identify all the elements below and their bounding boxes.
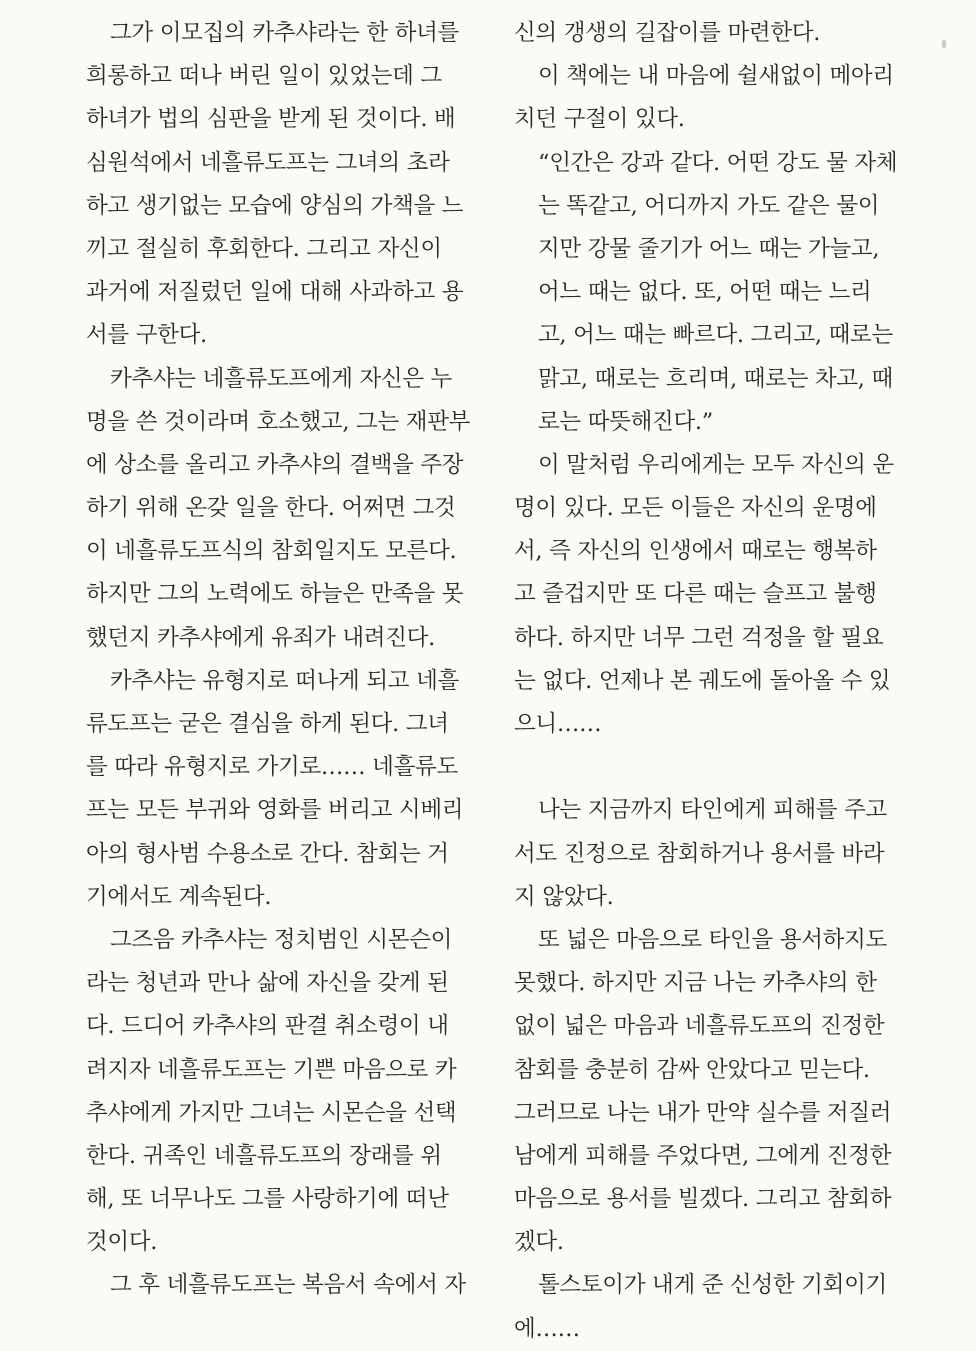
text-line: 추샤에게 가지만 그녀는 시몬슨을 선택 — [86, 1099, 457, 1126]
text-line: 아의 형사범 수용소로 간다. 참회는 거 — [86, 840, 449, 867]
text-line: 프는 모든 부귀와 영화를 버리고 시베리 — [86, 797, 464, 824]
text-line: 서, 즉 자신의 인생에서 때로는 행복하 — [514, 538, 877, 565]
text-line: 그 후 네흘류도프는 복음서 속에서 자 — [110, 1272, 466, 1299]
text-line: 하녀가 법의 심판을 받게 된 것이다. 배 — [86, 106, 456, 133]
text-line: 고, 어느 때는 빠르다. 그리고, 때로는 — [538, 322, 893, 349]
text-line: 톨스토이가 내게 준 신성한 기회이기 — [538, 1272, 887, 1299]
text-line: 치던 구절이 있다. — [514, 106, 685, 133]
text-line: 것이다. — [86, 1229, 158, 1256]
text-line: 명이 있다. 모든 이들은 자신의 운명에 — [514, 495, 877, 522]
text-line: 했던지 카추샤에게 유죄가 내려진다. — [86, 624, 435, 651]
text-line: 마음으로 용서를 빌겠다. 그리고 참회하 — [514, 1186, 892, 1213]
text-line: 카추샤는 유형지로 떠나게 되고 네흘 — [110, 667, 459, 694]
page-mark — [942, 40, 946, 48]
text-line: 다. 드디어 카추샤의 판결 취소령이 내 — [86, 1013, 449, 1040]
text-line: “인간은 강과 같다. 어떤 강도 물 자체 — [538, 149, 898, 176]
text-line: 하기 위해 온갖 일을 한다. 어쩌면 그것 — [86, 495, 456, 522]
text-line: 심원석에서 네흘류도프는 그녀의 초라 — [86, 149, 450, 176]
text-line: 지 않았다. — [514, 883, 614, 910]
text-line: 그러므로 나는 내가 만약 실수를 저질러 — [514, 1099, 892, 1126]
text-line: 지만 강물 줄기가 어느 때는 가늘고, — [538, 235, 880, 262]
text-line: 나는 지금까지 타인에게 피해를 주고 — [538, 797, 887, 824]
text-line: 이 네흘류도프식의 참회일지도 모른다. — [86, 538, 457, 565]
text-line: 또 넓은 마음으로 타인을 용서하지도 — [538, 926, 887, 953]
text-line: 남에게 피해를 주었다면, 그에게 진정한 — [514, 1142, 892, 1169]
right-text-column — [514, 12, 904, 1351]
text-line: 에 상소를 올리고 카추샤의 결백을 주장 — [86, 451, 464, 478]
text-line: 이 말처럼 우리에게는 모두 자신의 운 — [538, 451, 894, 478]
text-line: 라는 청년과 만나 삶에 자신을 갖게 된 — [86, 970, 449, 997]
text-line: 기에서도 계속된다. — [86, 883, 272, 910]
text-line: 없이 넓은 마음과 네흘류도프의 진정한 — [514, 1013, 885, 1040]
text-line: 하고 생기없는 모습에 양심의 가책을 느 — [86, 192, 464, 219]
text-line: 려지자 네흘류도프는 기쁜 마음으로 카 — [86, 1056, 457, 1083]
text-line: 과거에 저질렀던 일에 대해 사과하고 용 — [86, 279, 464, 306]
text-line: 에…… — [514, 1315, 580, 1342]
text-line: 하지만 그의 노력에도 하늘은 만족을 못 — [86, 581, 464, 608]
text-line: 이 책에는 내 마음에 쉴새없이 메아리 — [538, 63, 894, 90]
text-line: 카추샤는 네흘류도프에게 자신은 누 — [110, 365, 453, 392]
text-line: 희롱하고 떠나 버린 일이 있었는데 그 — [86, 63, 442, 90]
text-line: 를 따라 유형지로 가기로…… 네흘류도 — [86, 754, 458, 781]
text-line: 겠다. — [514, 1229, 564, 1256]
text-line: 어느 때는 없다. 또, 어떤 때는 느리 — [538, 279, 872, 306]
text-line: 으니…… — [514, 711, 602, 737]
text-line: 참회를 충분히 감싸 안았다고 믿는다. — [514, 1056, 870, 1083]
text-line: 로는 따뜻해진다.” — [538, 408, 713, 435]
text-line: 해, 또 너무나도 그를 사랑하기에 떠난 — [86, 1186, 449, 1213]
text-line: 고 즐겁지만 또 다른 때는 슬프고 불행 — [514, 581, 877, 608]
text-line: 명을 쓴 것이라며 호소했고, 그는 재판부 — [86, 408, 471, 435]
text-line: 그가 이모집의 카추샤라는 한 하녀를 — [110, 20, 459, 46]
left-text-column — [86, 12, 476, 1308]
text-line: 는 똑같고, 어디까지 가도 같은 물이 — [538, 192, 880, 219]
text-line: 서도 진정으로 참회하거나 용서를 바라 — [514, 840, 885, 867]
text-line: 는 없다. 언제나 본 궤도에 돌아올 수 있 — [514, 667, 891, 694]
text-line: 그즈음 카추샤는 정치범인 시몬슨이 — [110, 926, 453, 953]
text-line: 맑고, 때로는 흐리며, 때로는 차고, 때 — [538, 365, 893, 392]
text-line: 하다. 하지만 너무 그런 걱정을 할 필요 — [514, 624, 884, 651]
text-line: 신의 갱생의 길잡이를 마련한다. — [514, 20, 821, 46]
text-line: 한다. 귀족인 네흘류도프의 장래를 위 — [86, 1142, 442, 1169]
text-line: 못했다. 하지만 지금 나는 카추샤의 한 — [514, 970, 877, 997]
text-line: 끼고 절실히 후회한다. 그리고 자신이 — [86, 235, 442, 262]
text-line: 서를 구한다. — [86, 322, 207, 349]
blank-line — [514, 746, 904, 789]
text-line: 류도프는 굳은 결심을 하게 된다. 그녀 — [86, 711, 449, 737]
